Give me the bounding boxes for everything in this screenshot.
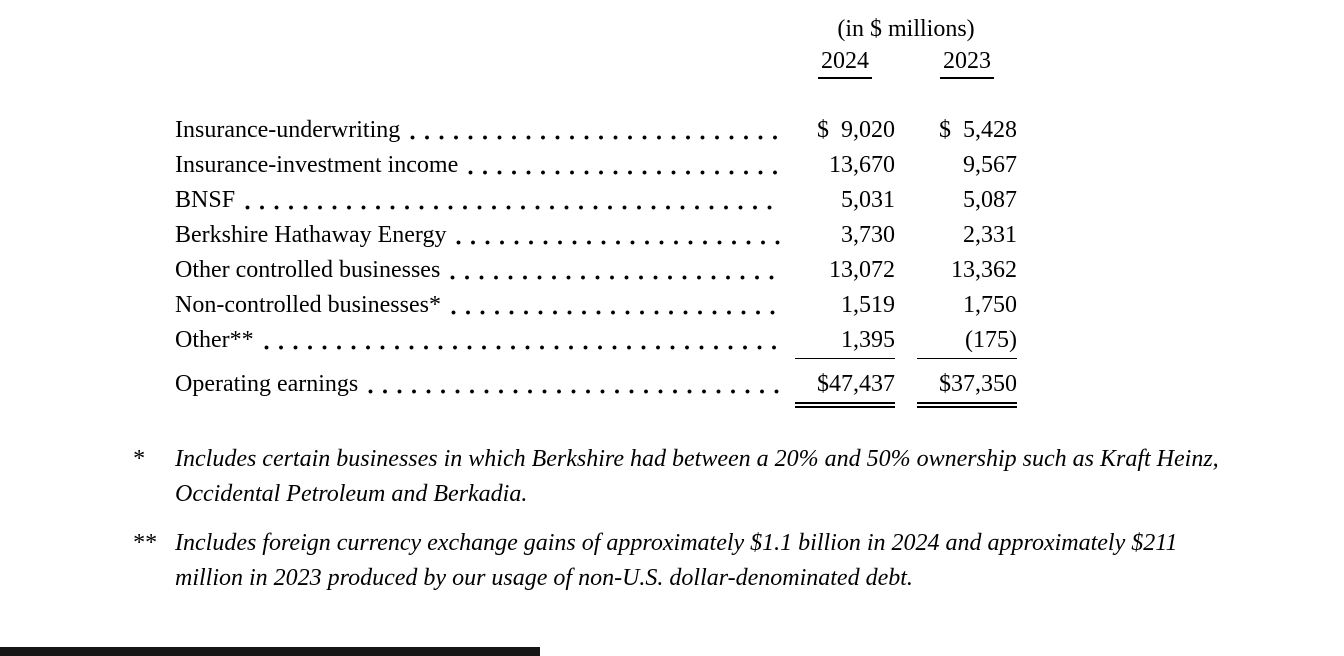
row-label: Other** (175, 327, 254, 353)
row-label: Insurance-investment income (175, 152, 459, 178)
row-value-2024: 1,519 (841, 292, 895, 318)
column-header-2023: 2023 (917, 47, 1017, 79)
row-value-2024: 13,072 (829, 257, 895, 283)
footnote-2-text: Includes foreign currency exchange gains of approximately $1.1 billion in 2024 and approximately $211 million in 2023 produced by our usage of non-U.S. dollar-denominated debt. (175, 530, 1178, 591)
dot-leader (468, 169, 781, 176)
total-label: Operating earnings (175, 371, 359, 397)
row-value-2023: 5,087 (963, 187, 1017, 213)
total-value-2024: $47,437 (795, 367, 895, 408)
row-value-2023: 1,750 (963, 292, 1017, 318)
row-value-2024: 5,031 (841, 187, 895, 213)
row-value-2024: $ 9,020 (817, 117, 895, 143)
table-body (175, 113, 1017, 358)
dot-leader (264, 344, 781, 351)
row-value-2023: (175) (917, 323, 1017, 359)
table-row (175, 323, 1017, 358)
row-value-2024: 3,730 (841, 222, 895, 248)
row-label: Insurance-underwriting (175, 117, 401, 143)
footnote-2-marker: ** (132, 530, 156, 556)
row-label: Other controlled businesses (175, 257, 441, 283)
row-value-2023: $ 5,428 (939, 117, 1017, 143)
dot-leader (451, 309, 781, 316)
table-row (175, 183, 1017, 218)
row-value-2023: 13,362 (951, 257, 1017, 283)
dot-leader (368, 388, 781, 395)
footnote-1-text: Includes certain businesses in which Berkshire had between a 20% and 50% ownership such as Kraft Heinz, Occidental Petroleum and Berkadia. (175, 446, 1219, 507)
column-header-2024: 2024 (795, 47, 895, 79)
footnotes (132, 442, 1250, 610)
row-label: BNSF (175, 187, 236, 213)
row-value-2024: 13,670 (829, 152, 895, 178)
row-label: Berkshire Hathaway Energy (175, 222, 447, 248)
total-value-2023: $37,350 (917, 367, 1017, 408)
footnote-2 (132, 526, 1250, 596)
row-value-2024: 1,395 (795, 323, 895, 359)
table-row (175, 218, 1017, 253)
window-edge-bar (0, 647, 540, 656)
operating-earnings-table (175, 12, 1017, 402)
units-label-box (795, 12, 1017, 47)
dot-leader (245, 204, 781, 211)
dot-leader (410, 134, 781, 141)
total-row (175, 367, 1017, 402)
units-row (175, 12, 1017, 47)
row-value-2023: 2,331 (963, 222, 1017, 248)
units-label: (in $ millions) (837, 16, 975, 42)
row-label: Non-controlled businesses* (175, 292, 441, 318)
table-row (175, 113, 1017, 148)
footnote-1 (132, 442, 1250, 512)
dot-leader (456, 239, 781, 246)
table-row (175, 288, 1017, 323)
dot-leader (450, 274, 781, 281)
column-headers (175, 47, 1017, 79)
table-row (175, 148, 1017, 183)
table-row (175, 253, 1017, 288)
row-value-2023: 9,567 (963, 152, 1017, 178)
footnote-1-marker: * (132, 446, 144, 472)
